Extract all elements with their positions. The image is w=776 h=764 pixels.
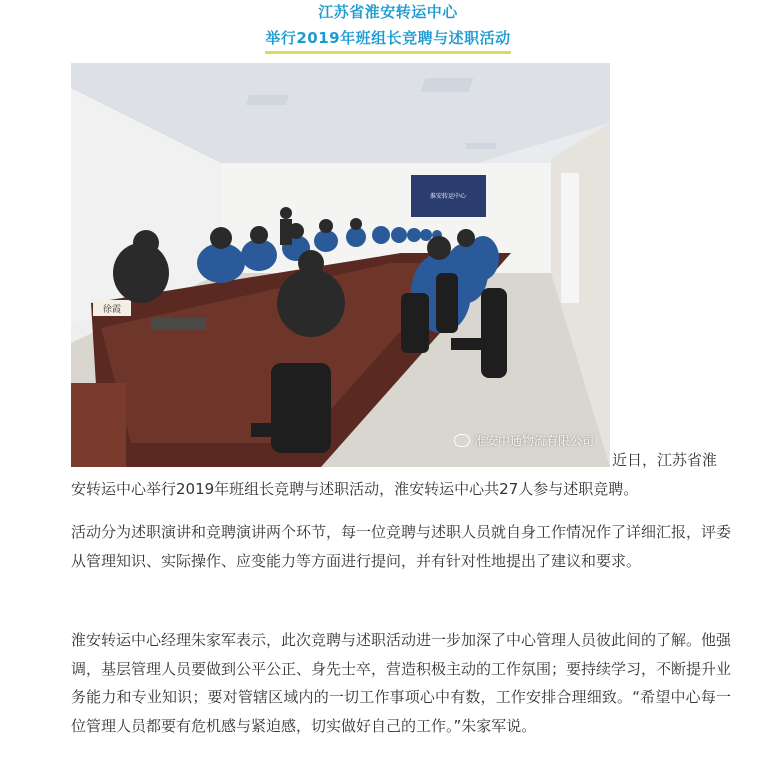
article-title-line2 xyxy=(0,27,776,54)
photo-watermark xyxy=(454,432,594,449)
screen-text: 淮安转运中心 xyxy=(429,193,467,200)
meeting-photo xyxy=(71,63,610,467)
paragraph-3: 淮安转运中心经理朱家军表示，此次竞聘与述职活动进一步加深了中心管理人员彼此间的了解。他强调，基层管理人员要做到公平公正、身先士卒，营造积极主动的工作氛围；要持续学习，不断提升业务能力和专业知识；要对管辖区域内的一切工作事项心中有数，工作安排合理细致。“希望中心每一位管理人员都要有危机感与紧迫感，切实做好自己的工作。”朱家军说。 xyxy=(71,631,732,735)
watermark-text: 淮安中通物流有限公司 xyxy=(473,434,594,448)
nameplate-text: 徐霞 xyxy=(102,305,122,315)
intro-text-start: 近日，江苏省淮 xyxy=(612,451,718,469)
meeting-photo-illustration xyxy=(71,63,610,467)
article-title-line2-text: 举行2019年班组长竞聘与述职活动 xyxy=(265,27,510,54)
article-title-line1: 江苏省淮安转运中心 xyxy=(318,3,458,21)
intro-text-end: 安转运中心举行2019年班组长竞聘与述职活动，淮安转运中心共27人参与述职竞聘。 xyxy=(71,480,639,498)
wechat-icon xyxy=(454,434,470,447)
paragraph-2: 活动分为述职演讲和竞聘演讲两个环节，每一位竞聘与述职人员就自身工作情况作了详细汇报，评委从管理知识、实际操作、应变能力等方面进行提问，并有针对性地提出了建议和要求。 xyxy=(71,523,732,570)
